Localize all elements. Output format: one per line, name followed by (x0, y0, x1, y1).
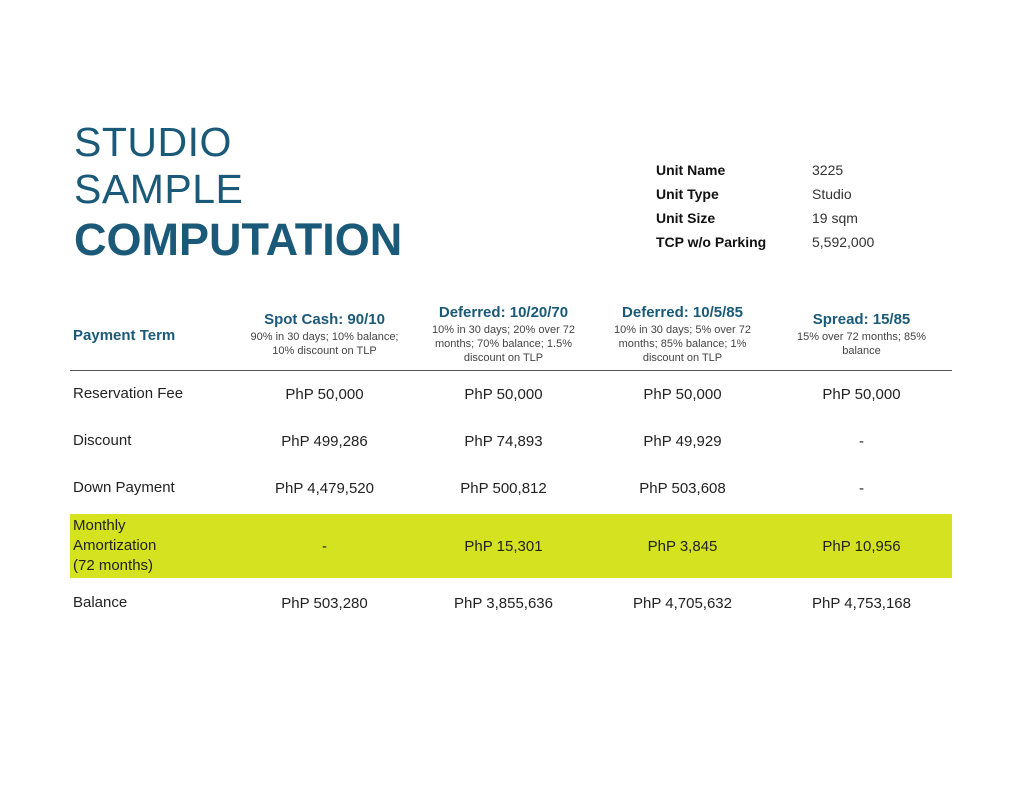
unit-size-label: Unit Size (656, 210, 716, 226)
table-cell: PhP 50,000 (285, 386, 364, 403)
table-row-reservation-fee (70, 371, 952, 418)
table-cell: PhP 15,301 (464, 537, 543, 555)
table-cell: PhP 49,929 (643, 433, 722, 450)
table-row-monthly-amortization (70, 514, 952, 578)
column-title: Deferred: 10/5/85 (622, 304, 743, 322)
column-header-deferred-10-5-85 (593, 304, 772, 365)
table-cell: PhP 500,812 (460, 480, 547, 497)
column-title: Spread: 15/85 (812, 311, 911, 329)
unit-size-value: 19 sqm (812, 210, 858, 226)
table-cell: PhP 503,280 (281, 595, 368, 612)
table-cell: PhP 50,000 (822, 386, 901, 403)
table-row-balance (70, 580, 952, 627)
column-header-spot-cash (235, 311, 414, 359)
table-cell: PhP 4,753,168 (812, 595, 911, 612)
column-description: 90% in 30 days; 10% balance; 10% discount on TLP (250, 331, 399, 357)
row-label: Reservation Fee (73, 385, 184, 403)
tcp-label: TCP w/o Parking (656, 234, 767, 250)
table-row-discount (70, 418, 952, 465)
table-cell: PhP 3,855,636 (454, 595, 553, 612)
unit-type-label: Unit Type (656, 186, 719, 202)
column-description: 15% over 72 months; 85% balance (796, 331, 927, 357)
table-cell: PhP 4,479,520 (275, 480, 374, 497)
unit-info-row-tcp (656, 230, 874, 254)
unit-info-row-type (656, 182, 874, 206)
table-cell: - (859, 433, 864, 450)
table-cell: - (322, 537, 327, 555)
title-line-3: COMPUTATION (74, 214, 403, 265)
row-label: Monthly Amortization (72 months) (73, 516, 157, 575)
row-label: Down Payment (73, 479, 175, 497)
table-cell: - (859, 480, 864, 497)
title-line-2: SAMPLE (74, 166, 244, 212)
table-cell: PhP 3,845 (647, 537, 718, 555)
unit-info-row-name (656, 158, 874, 182)
column-description: 10% in 30 days; 5% over 72 months; 85% balance; 1% discount on TLP (614, 324, 751, 364)
table-cell: PhP 4,705,632 (633, 595, 732, 612)
unit-info-row-size (656, 206, 874, 230)
table-cell: PhP 499,286 (281, 433, 368, 450)
tcp-value: 5,592,000 (812, 234, 875, 250)
column-title: Spot Cash: 90/10 (264, 311, 385, 329)
row-label: Discount (73, 432, 132, 450)
table-row-down-payment (70, 465, 952, 512)
column-header-deferred-10-20-70 (414, 304, 593, 365)
table-cell: PhP 10,956 (822, 537, 901, 555)
column-title: Deferred: 10/20/70 (438, 304, 569, 322)
row-label: Balance (73, 594, 128, 612)
table-cell: PhP 50,000 (464, 386, 543, 403)
unit-type-value: Studio (812, 186, 852, 202)
column-header-spread (772, 311, 951, 359)
title-line-1: STUDIO (74, 119, 232, 165)
unit-name-value: 3225 (812, 162, 844, 178)
table-cell: PhP 50,000 (643, 386, 722, 403)
page-title (74, 119, 403, 267)
payment-term-header: Payment Term (73, 326, 176, 344)
table-cell: PhP 503,608 (639, 480, 726, 497)
table-header (70, 300, 952, 371)
unit-name-label: Unit Name (656, 162, 726, 178)
column-description: 10% in 30 days; 20% over 72 months; 70% balance; 1.5% discount on TLP (431, 324, 576, 364)
table-cell: PhP 74,893 (464, 433, 543, 450)
unit-info (656, 158, 874, 254)
payment-table (70, 300, 952, 627)
